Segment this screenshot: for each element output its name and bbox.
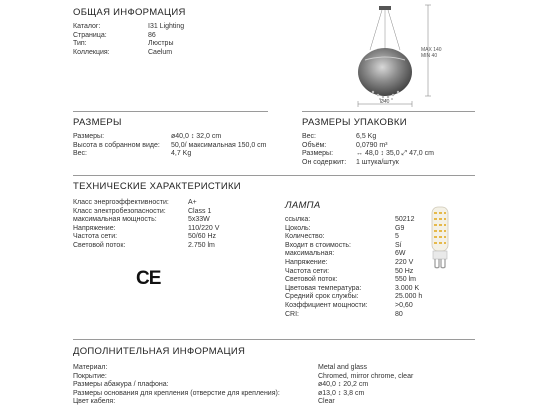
row-value: Caelum [148, 48, 173, 56]
row-label: Он содержит: [302, 158, 347, 166]
sizes-list [73, 133, 267, 159]
row-value: ↔ 48,0 ↕ 35,0 ⤢ 47,0 cm [356, 150, 434, 158]
additional-row [73, 373, 413, 382]
additional-row [73, 364, 413, 373]
row-label: Напряжение: [285, 258, 328, 266]
general-row [73, 23, 184, 32]
row-label: Размеры: [302, 150, 334, 158]
sizes-row [73, 142, 267, 151]
section-title-lamp: ЛАМПА [285, 200, 321, 211]
row-label: Коллекция: [73, 48, 110, 56]
additional-row [73, 398, 413, 407]
row-value: 50 Hz [395, 267, 414, 275]
row-value: 6,5 Kg [356, 133, 377, 140]
sizes-row [73, 133, 267, 142]
row-label: Средний срок службы: [285, 293, 359, 301]
row-value: A+ [188, 199, 197, 206]
row-label: Размеры абажура / плафона: [73, 381, 169, 389]
tech-row [73, 233, 219, 242]
row-label: Страница: [73, 31, 107, 39]
chandelier-illustration [358, 6, 412, 101]
row-label: Материал: [73, 364, 108, 371]
section-title-package: РАЗМЕРЫ УПАКОВКИ [302, 117, 407, 128]
row-label: Световой поток: [73, 241, 126, 249]
row-value: Metal and glass [318, 364, 368, 371]
row-label: Тип: [73, 40, 87, 48]
row-label: максимальная мощность: [73, 216, 157, 224]
lamp-row [285, 250, 422, 259]
lamp-row [285, 233, 422, 242]
section-title-sizes: РАЗМЕРЫ [73, 117, 122, 128]
additional-row [73, 390, 413, 399]
row-value: 3.000 K [395, 284, 420, 292]
tech-row [73, 216, 219, 225]
row-value: Sí [395, 241, 402, 249]
additional-row [73, 381, 413, 390]
row-value: 50,0/ максимальная 150,0 cm [171, 141, 267, 149]
row-value: 4,7 Kg [171, 150, 192, 158]
package-row [302, 150, 434, 159]
package-row [302, 142, 434, 151]
row-label: Размеры: [73, 133, 105, 140]
row-label: Каталог: [73, 23, 101, 30]
row-value: 86 [148, 31, 156, 39]
sizes-row [73, 150, 267, 159]
row-label: Цоколь: [285, 224, 311, 232]
tech-row [73, 242, 219, 251]
tech-row [73, 225, 219, 234]
divider [73, 339, 475, 340]
lamp-row [285, 311, 422, 320]
row-label: Объём: [302, 141, 327, 149]
row-value: 25.000 h [395, 293, 423, 301]
row-value: ø40,0 ↕ 20,2 cm [318, 381, 369, 389]
row-value: Clear [318, 398, 335, 406]
row-label: Входит в стоимость: [285, 241, 351, 249]
row-label: Частота сети: [73, 233, 118, 241]
row-value: 50/60 Hz [188, 233, 217, 241]
general-row [73, 40, 184, 49]
row-label: Напряжение: [73, 224, 116, 232]
row-value: 1 штука/штук [356, 158, 399, 166]
row-value: 5x33W [188, 216, 210, 224]
row-label: Покрытие: [73, 372, 107, 380]
row-label: Количество: [285, 233, 325, 241]
row-value: ø40,0 ↕ 32,0 cm [171, 133, 222, 140]
tech-row [73, 208, 219, 217]
section-title-tech: ТЕХНИЧЕСКИЕ ХАРАКТЕРИСТИКИ [73, 181, 241, 192]
row-value: 0,0790 m³ [356, 141, 388, 149]
lamp-list [285, 216, 422, 319]
divider [302, 111, 475, 112]
height-max-label: MAX 140 [421, 47, 442, 53]
lamp-row [285, 216, 422, 225]
row-label: ссылка: [285, 216, 311, 223]
row-value: 6W [395, 250, 406, 258]
lamp-row [285, 242, 422, 251]
lamp-row [285, 225, 422, 234]
row-value: 110/220 V [188, 224, 220, 232]
row-value: 50212 [395, 216, 415, 223]
row-label: Вес: [302, 133, 317, 140]
tech-row [73, 199, 219, 208]
general-info-list [73, 23, 184, 57]
row-label: Высота в собранном виде: [73, 141, 160, 149]
section-title-general: ОБЩАЯ ИНФОРМАЦИЯ [73, 7, 186, 18]
row-label: Цветовая температура: [285, 284, 362, 292]
row-value: 550 lm [395, 276, 417, 284]
product-drawing [340, 2, 460, 112]
row-label: Цвет кабеля: [73, 398, 116, 406]
package-row [302, 159, 434, 168]
row-value: ø13,0 ↕ 3,8 cm [318, 389, 365, 397]
row-label: Частота сети: [285, 267, 330, 275]
height-min-label: MIN 40 [421, 53, 438, 59]
package-list [302, 133, 434, 167]
g9-bulb-illustration [432, 207, 448, 268]
row-label: Класс энергоэффективности: [73, 199, 169, 206]
general-row [73, 32, 184, 41]
row-value: 220 V [395, 258, 414, 266]
row-label: Вес: [73, 150, 88, 158]
lamp-row [285, 302, 422, 311]
tech-list [73, 199, 219, 251]
row-value: I31 Lighting [148, 23, 185, 30]
row-value: 80 [395, 310, 403, 318]
row-value: Люстры [148, 40, 174, 48]
section-title-additional: ДОПОЛНИТЕЛЬНАЯ ИНФОРМАЦИЯ [73, 346, 246, 357]
row-label: Световой поток: [285, 276, 338, 284]
row-label: максимальная: [285, 250, 335, 258]
diameter-label: Ø40 [380, 99, 390, 105]
additional-list [73, 364, 413, 407]
row-value: Class 1 [188, 207, 212, 215]
ce-mark-icon: CE [136, 268, 161, 289]
row-value: 5 [395, 233, 399, 241]
row-label: Размеры основания для крепления (отверстие для крепления): [73, 389, 280, 397]
lamp-row [285, 259, 422, 268]
row-value: >0,60 [395, 301, 413, 309]
package-row [302, 133, 434, 142]
row-value: G9 [395, 224, 405, 232]
row-value: 2.750 lm [188, 241, 215, 249]
row-label: CRI: [285, 310, 299, 318]
lamp-row [285, 293, 422, 302]
row-label: Коэффициент мощности: [285, 301, 368, 309]
lamp-bulb-image [426, 205, 454, 277]
divider [73, 175, 475, 176]
lamp-row [285, 268, 422, 277]
lamp-row [285, 276, 422, 285]
general-row [73, 49, 184, 58]
divider [73, 111, 268, 112]
row-value: Chromed, mirror chrome, clear [318, 372, 414, 380]
row-label: Класс электробезопасности: [73, 207, 166, 215]
